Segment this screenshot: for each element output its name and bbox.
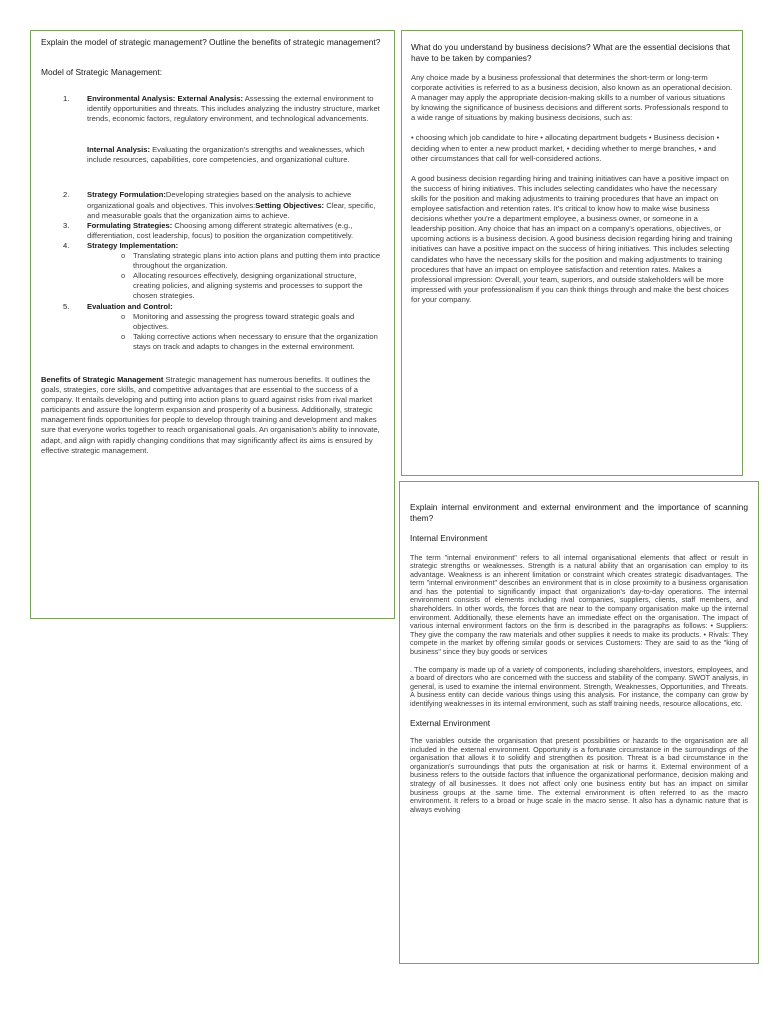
item-text: Choosing among different strategic alternatives (e.g., differentiation, cost leadership, focus) to position the organization competitively. bbox=[87, 220, 354, 240]
item-title: Evaluation and Control: bbox=[87, 301, 173, 311]
paragraph: The variables outside the organisation that present possibilities or hazards to the organisation are all included in the external environment. Opportunity is a fortunate circumstance in the surroundings of the organisation that allows it to solidify and strengthen its position. Threat is a bad circumstance in the organization's surroundings that puts the organisation at risk or harms it. External environment of a business refers to the outside factors that influence the organizational performance, decision making and strategy of all businesses. It does not affect only one business entity but has an impact on similar business groups at the same time. The external environment is often referred to as the macro environment. It refers to a broad or huge scale in the macro sense. It also has a dynamic nature that is always evolving bbox=[410, 736, 748, 814]
paragraph: Any choice made by a business professional that determines the short-term or long-term corporate activities is referred to as a business decision, also known as an operational decision. A manager may apply the appropriate decision-making skills to a number of various situations by knowing the significance of business decisions and different sorts. Professionals respond to a wide range of situations by making business decisions, such as: bbox=[411, 73, 733, 123]
list-item: o Translating strategic plans into action plans and putting them into practice throughout the organization. bbox=[121, 251, 381, 271]
item-title: Formulating Strategies: bbox=[87, 220, 173, 230]
paragraph: The term "internal environment" refers to all internal organisational elements that affect or result in strategic strengths or weaknesses. Strength is a natural ability that an organisation can employ to its advantage. Weakness is an inherent limitation or constraint which creates strategic disadvantages. The term "internal environment" describes an environment that is in close proximity to a business organisation and has the potential to significantly impact that organization's day-to-day operations. The internal environment consists of elements including rival companies, suppliers, clients, staff members, and shareholders. In other words, the forces that are near to the company organisation make up the internal environment. Additionally, these elements have an immediate effect on the organisation. The impact of various internal environment factors on the firm is described in the paragraphs as follows: • Suppliers: They give the company the raw materials and other supplies it needs to make its products. • Rivals: They compete in the market by offering similar goods or services Customers: They are said to as the "king of business" since they buy goods or services bbox=[410, 552, 748, 657]
list-item: 2. Strategy Formulation:Developing strategies based on the analysis to achieve organizational goals and objectives. This involves:Setting Objectives: Clear, specific, and measurable goals that the organization aims to achieve. bbox=[63, 190, 376, 220]
question-business-decisions: What do you understand by business decisions? What are the essential decisions that have to be taken by companies? bbox=[411, 42, 730, 63]
list-item: 5. Evaluation and Control: o Monitoring and assessing the progress toward strategic goals and objectives. o Taking corrective actions when necessary to ensure that the organization stays on track and adapts to changes in the external environment. bbox=[41, 302, 384, 352]
paragraph: . The company is made up of a variety of components, including shareholders, investors, employees, and a board of directors who are concerned with the success and stability of the company. SWOT analysis, in general, is used to examine the internal environment. Strength, Weaknesses, Opportunities, and Threats. A business entity can decide various things using this analysis. For instance, the company can grow by identifying weaknesses in its internal environment, such as staff training needs, resource allocations, etc. bbox=[410, 664, 748, 708]
list-item: o Monitoring and assessing the progress toward strategic goals and objectives. bbox=[121, 311, 355, 331]
item-title: Internal Analysis: bbox=[87, 145, 151, 155]
strategic-management-box bbox=[30, 30, 395, 619]
list-item: 3. Formulating Strategies: Choosing among different strategic alternatives (e.g., differentiation, cost leadership, focus) to position the organization competitively. bbox=[63, 220, 354, 240]
business-decisions-box bbox=[401, 30, 743, 476]
benefits-paragraph bbox=[41, 375, 384, 456]
paragraph: • choosing which job candidate to hire • allocating department budgets • Business decision • deciding when to enter a new product market, • deciding whether to merge branches, • and other circumstances that call for well-considered actions. bbox=[411, 133, 720, 163]
model-steps-list bbox=[41, 94, 384, 352]
item-text: Developing strategies based on the analysis to achieve organizational goals and objectives. This involves: bbox=[87, 190, 352, 210]
list-item: o Allocating resources effectively, designing organizational structure, creating policies, and aligning systems and processes to support the chosen strategies. bbox=[121, 271, 363, 301]
question-environment: Explain internal environment and external environment and the importance of scanning them? bbox=[410, 502, 748, 523]
environment-box bbox=[399, 481, 759, 964]
paragraph: A good business decision regarding hiring and training initiatives can have a positive impact on the success of hiring initiatives. This includes selecting candidates who have the necessary skills for the position and making adjustments to training procedures that have an impact on employee satisfaction and retention rates. It's critical to know how to make wise business decisions whether you're a department employee, a business owner, or someone in a leadership position. Any choice that has an impact on a company's operations, objectives, or upcoming actions is a business decision. A good business decision regarding hiring and training initiatives can have a positive impact on the success of hiring initiatives. This includes selecting candidates who have the necessary skills for the position and making adjustments to training procedures that have an impact on employee satisfaction and retention rates. Makes a professional impression: Overall, your team, superiors, and outside stakeholders will be more impressed with your professionalism if you can think things through and make the best choices for your company. bbox=[411, 173, 733, 304]
item-title: Environmental Analysis: External Analysis: bbox=[87, 94, 244, 103]
internal-environment-heading: Internal Environment bbox=[410, 533, 488, 543]
sub-bullet-list bbox=[87, 251, 384, 301]
internal-analysis bbox=[87, 145, 384, 165]
benefits-text: Strategic management has numerous benefits. It outlines the goals, strategies, core skills, and competitive advantages that are essential to the success of a company. It entails developing and putting into action plans to guard against risks from rival market participants and assure the longterm expansion and prosperity of a business. Additionally, strategic management finds opportunities for people to develop through training and development and makes sure that everyone works together to reach organisational goals. An organisation's ability to innovate, adapt, and align with rapidly changing conditions that may significantly affect its aims is ensured by effective strategic management. bbox=[41, 374, 380, 455]
list-item: o Taking corrective actions when necessary to ensure that the organization stays on track and adapts to changes in the external environment. bbox=[121, 331, 378, 351]
item-title: Strategy Implementation: bbox=[87, 240, 179, 250]
model-heading: Model of Strategic Management: bbox=[41, 66, 163, 77]
question-strategic-management: Explain the model of strategic management? Outline the benefits of strategic management? bbox=[41, 37, 381, 47]
list-item: 1. Environmental Analysis: External Analysis: Assessing the external environment to identify opportunities and threats. This includes analyzing the industry structure, market trends, economic factors, regulatory environment, and technological advancements. Internal Analysis: Evaluating the organization's strengths and weaknesses, which include resources, capabilities, core competencies, and organizational culture. bbox=[41, 94, 384, 165]
item-text: Clear, specific, and measurable goals that the organization aims to achieve. bbox=[87, 200, 376, 220]
item-title: Setting Objectives: bbox=[255, 200, 325, 210]
list-item: 4. Strategy Implementation: o Translating strategic plans into action plans and putting them into practice throughout the organization. o Allocating resources effectively, designing organizational structure, creating policies, and aligning systems and processes to support the chosen strategies. bbox=[41, 241, 384, 302]
item-title: Strategy Formulation: bbox=[87, 190, 166, 200]
sub-bullet-list bbox=[87, 312, 384, 352]
external-environment-heading: External Environment bbox=[410, 717, 491, 728]
item-text: Evaluating the organization's strengths and weaknesses, which include resources, capabilities, core competencies, and organizational culture. bbox=[87, 145, 365, 165]
item-text: Assessing the external environment to identify opportunities and threats. This includes analyzing the industry structure, market trends, economic factors, regulatory environment, and technological advancements. bbox=[87, 94, 380, 124]
benefits-title: Benefits of Strategic Management bbox=[41, 374, 164, 384]
